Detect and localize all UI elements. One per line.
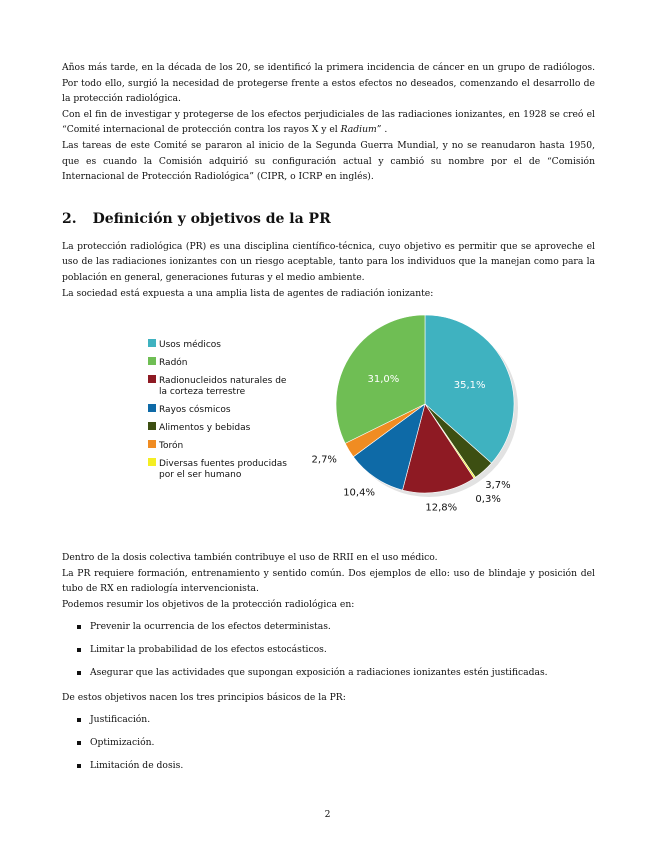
pie-data-label: 10,4%	[343, 487, 375, 499]
paragraph-collective-dose: Dentro de la dosis colectiva también contribuye el uso de RRII en el uso médico.	[62, 552, 438, 564]
legend-label: Rayos cósmicos	[159, 405, 231, 416]
section-number: 2.	[62, 210, 77, 227]
list-item: Limitar la probabilidad de los efectos estocásticos.	[62, 642, 595, 658]
committee-end: ” .	[376, 124, 388, 136]
radiation-sources-chart	[62, 311, 595, 546]
section-title: Definición y objetivos de la PR	[92, 210, 331, 227]
paragraph-training: La PR requiere formación, entrenamiento y sentido común. Dos ejemplos de ello: uso de blindaje y posición del tubo de RX en radiología intervencionista.	[62, 567, 595, 595]
committee-text: Con el fin de investigar y protegerse de los efectos perjudiciales de las radiaciones ionizantes, en 1928 se creó el “Comité internacional de protección contra los rayos X y el	[62, 108, 595, 136]
section-heading	[62, 211, 595, 227]
pie-data-label: 0,3%	[475, 493, 501, 505]
paragraph-objectives-intro: Podemos resumir los objetivos de la protección radiológica en:	[62, 598, 355, 610]
list-item: Asegurar que las actividades que supongan exposición a radiaciones ionizantes estén justificadas.	[62, 665, 595, 681]
legend-label: Radionucleidos naturales de	[159, 376, 287, 387]
pie-data-label: 31,0%	[367, 374, 400, 386]
legend-swatch	[148, 404, 156, 412]
legend-label: la corteza terrestre	[159, 387, 246, 398]
list-item: Optimización.	[62, 735, 595, 751]
legend-swatch	[148, 375, 156, 383]
legend-swatch	[148, 458, 156, 466]
objectives-list	[62, 619, 595, 681]
paragraph-history: Años más tarde, en la década de los 20, se identificó la primera incidencia de cáncer en un grupo de radiólogos. Por todo ello, surgió la necesidad de protegerse frente a estos efectos no deseados, comenzando el desarrollo de la protección radiológica.	[62, 62, 595, 105]
page-content	[62, 60, 595, 784]
radium-italic: Radium	[340, 124, 377, 136]
legend-label: Torón	[159, 441, 184, 452]
paragraph-wwii: Las tareas de este Comité se pararon al inicio de la Segunda Guerra Mundial, y no se reanudaron hasta 1950, que es cuando la Comisión adquirió su configuración actual y cambió su nombre por el de “Comisión Internacional de Protección Radiológica” (CIPR, o ICRP en inglés).	[62, 139, 595, 183]
pie-data-label: 12,8%	[425, 502, 458, 514]
legend-swatch	[148, 422, 156, 430]
legend-label: Alimentos y bebidas	[159, 423, 251, 434]
list-item: Justificación.	[62, 712, 595, 728]
pie-chart-svg	[62, 311, 595, 546]
pie-data-label: 2,7%	[311, 454, 337, 466]
page-number: 2	[324, 809, 331, 820]
legend-swatch	[148, 440, 156, 448]
principles-list	[62, 712, 595, 774]
legend-swatch	[148, 339, 156, 347]
legend-label: Radón	[159, 358, 188, 369]
legend-label: por el ser humano	[159, 470, 242, 481]
legend-swatch	[148, 357, 156, 365]
paragraph-committee	[62, 107, 595, 138]
legend-label: Usos médicos	[159, 340, 221, 351]
paragraph-definition: La protección radiológica (PR) es una disciplina científico-técnica, cuyo objetivo es permitir que se aproveche el uso de las radiaciones ionizantes con un riesgo aceptable, tanto para los individuos que la manejan como para la población en general, generaciones futuras y el medio ambiente.	[62, 240, 595, 283]
paragraph-principles-intro: De estos objetivos nacen los tres principios básicos de la PR:	[62, 692, 346, 704]
pie-data-label: 3,7%	[485, 480, 511, 492]
pie-data-label: 35,1%	[453, 380, 486, 392]
paragraph-exposure: La sociedad está expuesta a una amplia lista de agentes de radiación ionizante:	[62, 287, 434, 299]
list-item: Limitación de dosis.	[62, 758, 595, 774]
legend-label: Diversas fuentes producidas	[159, 459, 287, 470]
list-item: Prevenir la ocurrencia de los efectos deterministas.	[62, 619, 595, 635]
